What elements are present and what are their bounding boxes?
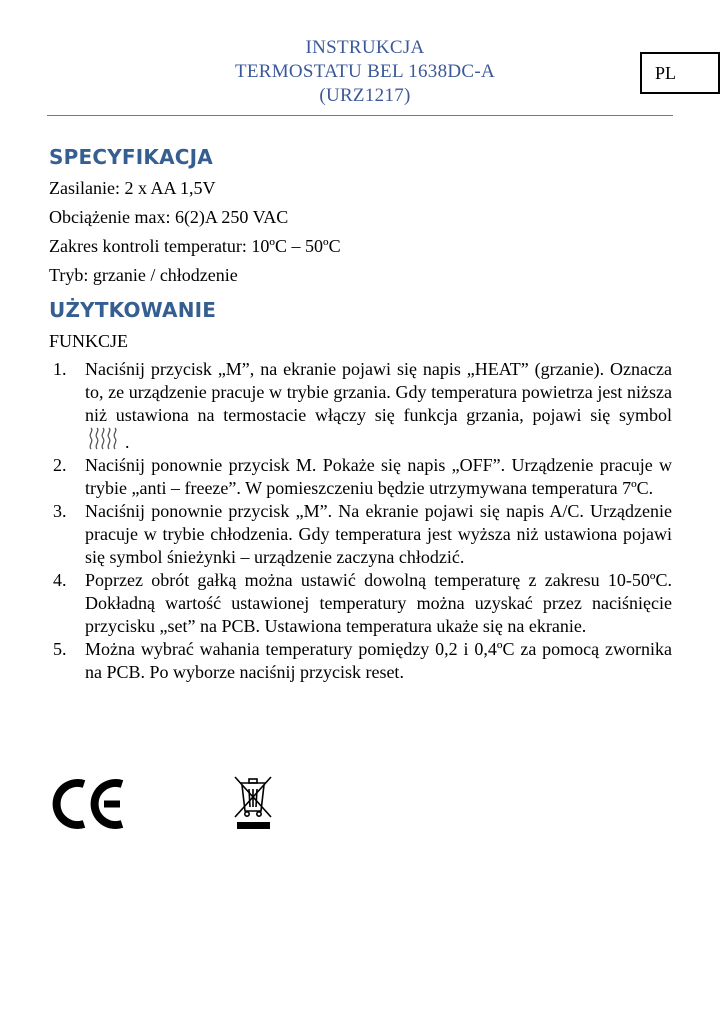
list-item-text: Naciśnij ponownie przycisk „M”. Na ekranie pojawi się napis A/C. Urządzenie pracuje w trybie chłodzenia. Gdy temperatura jest wyższa niż ustawiona pojawi się symbol śnieżynki – urządzenie zaczyna chłodzić.	[85, 501, 672, 567]
language-badge: PL	[640, 52, 720, 94]
section-title-specification: SPECYFIKACJA	[49, 145, 213, 169]
section-title-usage: UŻYTKOWANIE	[49, 298, 217, 322]
header-title-line1: INSTRUKCJA	[305, 37, 425, 58]
list-item-number: 2.	[53, 455, 67, 475]
list-item	[50, 500, 672, 569]
list-item-number: 3.	[53, 501, 67, 521]
header-title-line3: (URZ1217)	[319, 85, 411, 106]
list-item-text: Poprzez obrót gałką można ustawić dowolną temperaturę z zakresu 10-50ºC. Dokładną wartość ustawionej temperatury można uzyskać przez naciśnięcie przycisku „set” na PCB. Ustawiona temperatura ukaże się na ekranie.	[85, 570, 672, 636]
list-item	[50, 454, 672, 500]
crossed-bin-icon	[232, 773, 274, 831]
list-item-suffix: .	[125, 432, 130, 452]
list-item-text: Naciśnij przycisk „M”, na ekranie pojawi się napis „HEAT” (grzanie). Oznacza to, ze urządzenie pracuje w trybie grzania. Gdy temperatura powietrza jest niższa niż ustawiona na termostacie włączy się funkcja grzania, pojawi się symbol	[85, 359, 672, 425]
list-item-text: Naciśnij ponownie przycisk M. Pokaże się napis „OFF”. Urządzenie pracuje w trybie „anti – freeze”. W pomieszczeniu będzie utrzymywana temperatura 7ºC.	[85, 455, 672, 498]
instruction-list	[50, 358, 672, 684]
list-item	[50, 358, 672, 454]
ce-mark-icon	[52, 778, 126, 830]
header-title-line2: TERMOSTATU BEL 1638DC-A	[234, 61, 496, 82]
list-item-number: 4.	[53, 570, 67, 590]
heat-waves-icon	[87, 427, 125, 451]
header-divider	[47, 115, 673, 116]
functions-subheading: FUNKCJE	[49, 331, 129, 351]
list-item	[50, 638, 672, 684]
spec-line-mode: Tryb: grzanie / chłodzenie	[49, 265, 238, 285]
spec-line-load: Obciążenie max: 6(2)A 250 VAC	[49, 207, 289, 227]
list-item-number: 1.	[53, 359, 67, 379]
spec-line-power: Zasilanie: 2 x AA 1,5V	[49, 178, 216, 198]
list-item-number: 5.	[53, 639, 67, 659]
list-item	[50, 569, 672, 638]
list-item-text: Można wybrać wahania temperatury pomiędzy 0,2 i 0,4ºC za pomocą zwornika na PCB. Po wyborze naciśnij przycisk reset.	[85, 639, 672, 682]
document-header	[150, 36, 580, 108]
spec-line-range: Zakres kontroli temperatur: 10ºC – 50ºC	[49, 236, 341, 256]
